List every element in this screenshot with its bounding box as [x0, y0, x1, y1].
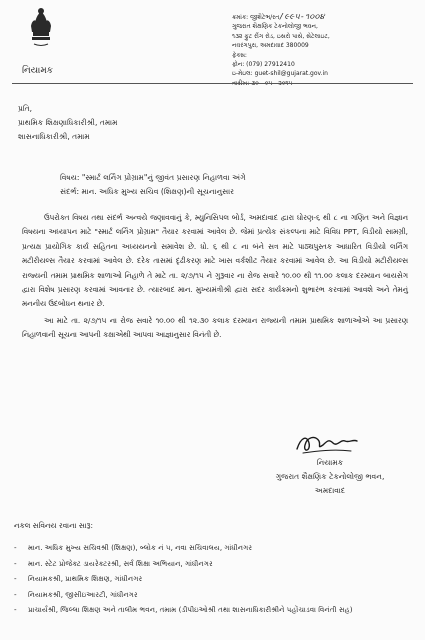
org-name: ગુજરાત શૈક્ષણિક ટેકનોલોજી ભવન, — [232, 23, 318, 31]
list-item: - માન. અધિક મુખ્ય સચિવશ્રી (શિક્ષણ), બ્લોક નં ૫, નવા સચિવાલય, ગાંધીનગર — [14, 543, 253, 552]
fax: ફેક્સ: — [232, 51, 247, 59]
subject-block — [60, 171, 410, 199]
recipient-line-1: પ્રાથમિક શિક્ષણાધિકારીશ્રી, તમામ — [18, 118, 118, 127]
body-paragraph-2: આ માટે તા. ૨/૭/૧૫ ના રોજ સવારે ૧૦.૦૦ થી ૧૨.૩૦ કલાક દરમ્યાન રાજ્યની તમામ પ્રાથમિક શાળાઓએ આ પ્રસારણ નિહાળવાની સૂચના આપની કક્ષાએથી આપવા આજ્ઞાનુસાર વિનંતી છે. — [22, 315, 408, 340]
letter-number-value: /૯૯૫-૧૦૦૪ — [279, 12, 325, 21]
address-line-2: નવરંગપુરા, અમદાવાદ 380009 — [232, 42, 309, 50]
reference-line: સંદર્ભ: માન. અધિક મુખ્ય સચિવ (શિક્ષણ)ની સૂચનાનુસાર — [60, 187, 235, 196]
cc-title: નકલ સવિનય રવાના સારૂ: — [14, 521, 93, 530]
office-label: નિયામક — [22, 66, 54, 76]
letter-body — [22, 211, 408, 343]
letterhead-address — [232, 12, 418, 88]
recipients — [18, 102, 117, 144]
header-divider — [12, 83, 413, 84]
letter-number — [232, 12, 418, 22]
subject-line: વિષય: "સ્માર્ટ લર્નિંગ પ્રોગ્રામ"નું જીવંત પ્રસારણ નિહાળવા અંગે — [60, 173, 246, 182]
body-paragraph-1: ઉપરોક્ત વિષય તથા સંદર્ભ અન્વયે જણાવવાનું કે, મ્યુનિસિપલ બોર્ડ, અમદાવાદ દ્વારા ધોરણ-૬ થી ૮ ના ગણિત અને વિજ્ઞાન વિષયના અધ્યાપન માટે "સ્માર્ટ લર્નિંગ પ્રોગ્રામ" તૈયાર કરવામાં આવેલ છે. જેમાં પ્રત્યેક સંકલ્પના માટે વિવિધ PPT, વિડીયો સામગ્રી, પ્રત્યક્ષ પ્રાયોગિક કાર્ય સહિતના અધ્યયનનો સમાવેશ છે. ધો. ૬ થી ૮ ના બંને સત્ર માટે પાઠ્યપુસ્તક આધારિત વિડીયો લર્નિંગ મટીરીયલ્સ તૈયાર કરવામાં આવેલ છે. દરેક તાસમાં દૃઢીકરણ માટે ખાસ વર્કશીટ તૈયાર કરવામાં આવેલ છે. આ વિડીયો મટીરીયલ્સ રાજ્યની તમામ પ્રાથમિક શાળાઓ નિહાળે તે માટે તા. ૨/૭/૧૫ ને ગુરૂવાર ના રોજ સવારે ૧૦.૦૦ થી ૧૧.૦૦ કલાક દરમ્યાન બાયસેગ દ્વારા વિશેષ પ્રસારણ કરવામાં આવનાર છે. ત્યારબાદ માન. મુખ્યમંત્રીશ્રી દ્વારા સદર કાર્યક્રમનો શુભારંભ કરવામાં આવશે અને તેમનું મનનીય ઉદબોધન થનાર છે. — [22, 213, 408, 309]
cc-list — [14, 540, 414, 618]
signatory-city: અમદાવાદ — [314, 486, 346, 495]
letter-date: તારીખ: ૩૦ - ૦૫ - ૨૦૧૫ — [232, 79, 293, 87]
state-emblem — [28, 6, 54, 50]
recipients-prefix: પ્રતિ, — [18, 104, 33, 113]
phone: ફોન: (079) 27912410 — [232, 61, 295, 69]
list-item: - નિયામકશ્રી, પ્રાથમિક શિક્ષણ, ગાંધીનગર — [14, 574, 143, 584]
signatory-org: ગુજરાત શૈક્ષણિક ટેકનોલોજી ભવન, — [275, 472, 385, 481]
list-item: - નિયામકશ્રી, જીસીઇઆરટી, ગાંધીનગર — [14, 589, 138, 599]
signature-block — [255, 456, 405, 498]
handwritten-signature — [293, 429, 363, 459]
list-item: - માન. સ્ટેટ પ્રોજેક્ટ ડાયરેક્ટરશ્રી, સર્વ શિક્ષા અભિયાન, ગાંધીનગર — [14, 558, 213, 568]
email: ઇ-મેઇલ: guet-shil@gujarat.gov.in — [232, 70, 328, 78]
recipient-line-2: શાસનાધિકારીશ્રી, તમામ — [18, 132, 90, 141]
list-item: - પ્રાચાર્યશ્રી, જિલ્લા શિક્ષણ અને તાલીમ ભવન, તમામ (ડીપીઇઓશ્રી તથા શાસનાધિકારીશ્રીને પહોંચાડવા વિનંતી સહ) — [14, 605, 353, 615]
address-line-1: ૧૩૨ ફુટ રીંગ રોડ, ઇસરો પાસે, સેટેલાઇટ, — [232, 32, 330, 40]
letter-number-label: ક્રમાંક: જીશૈટેભ/રત — [232, 14, 280, 21]
signatory-title: નિયામક — [316, 458, 344, 467]
